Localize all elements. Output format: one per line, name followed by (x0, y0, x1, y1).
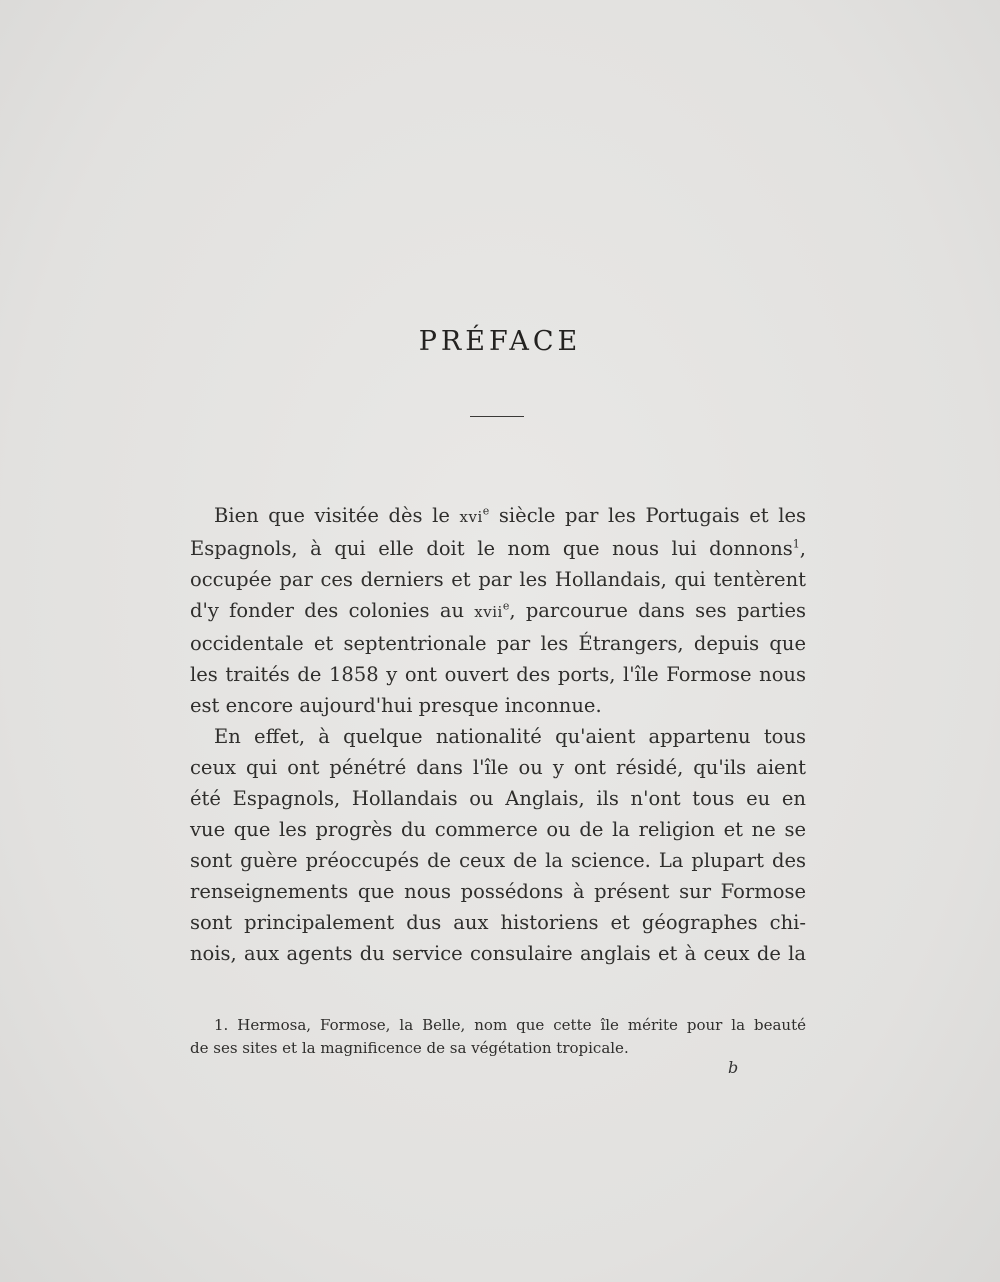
body-text (190, 500, 806, 969)
footnote-line: de ses sites et la magnificence de sa végétation tropicale. (190, 1039, 629, 1057)
paragraph-line: sont guère préoccupés de ceux de la science. La plupart des (190, 849, 806, 872)
page-title: PRÉFACE (418, 326, 582, 357)
footnote-line: 1. Hermosa, Formose, la Belle, nom que cette île mérite pour la beauté (214, 1016, 806, 1034)
paragraph-line: Bien que visitée dès le xvi$^e$ siècle par les Portugais et les (214, 504, 806, 527)
paragraph-line: été Espagnols, Hollandais ou Anglais, ils n'ont tous eu en (190, 787, 806, 810)
signature-mark: b (728, 1058, 739, 1077)
footnote-reference: 1 (792, 537, 800, 551)
title-divider (470, 416, 524, 417)
paragraph-line: Espagnols, à qui elle doit le nom que nous lui donnons$^1$, (190, 537, 806, 560)
paragraph-line: les traités de 1858 y ont ouvert des ports, l'île Formose nous (190, 663, 806, 686)
paragraph-line: ceux qui ont pénétré dans l'île ou y ont résidé, qu'ils aient (190, 756, 806, 779)
paragraph-line: occupée par ces derniers et par les Hollandais, qui tentèrent (190, 568, 806, 591)
paragraph-line: nois, aux agents du service consulaire anglais et à ceux de la (190, 942, 806, 965)
paragraph-line: d'y fonder des colonies au xvii$^e$, parcourue dans ses parties (190, 599, 806, 622)
footnote (190, 1014, 806, 1060)
paragraph-line: renseignements que nous possédons à présent sur Formose (190, 880, 806, 903)
paragraph-line: sont principalement dus aux historiens et géographes chi- (190, 911, 806, 934)
paragraph-line: est encore aujourd'hui presque inconnue. (190, 694, 602, 717)
paragraph-line: vue que les progrès du commerce ou de la religion et ne se (190, 818, 806, 841)
paragraph-line: occidentale et septentrionale par les Étrangers, depuis que (190, 632, 806, 655)
paragraph-line: En effet, à quelque nationalité qu'aient appartenu tous (214, 725, 806, 748)
